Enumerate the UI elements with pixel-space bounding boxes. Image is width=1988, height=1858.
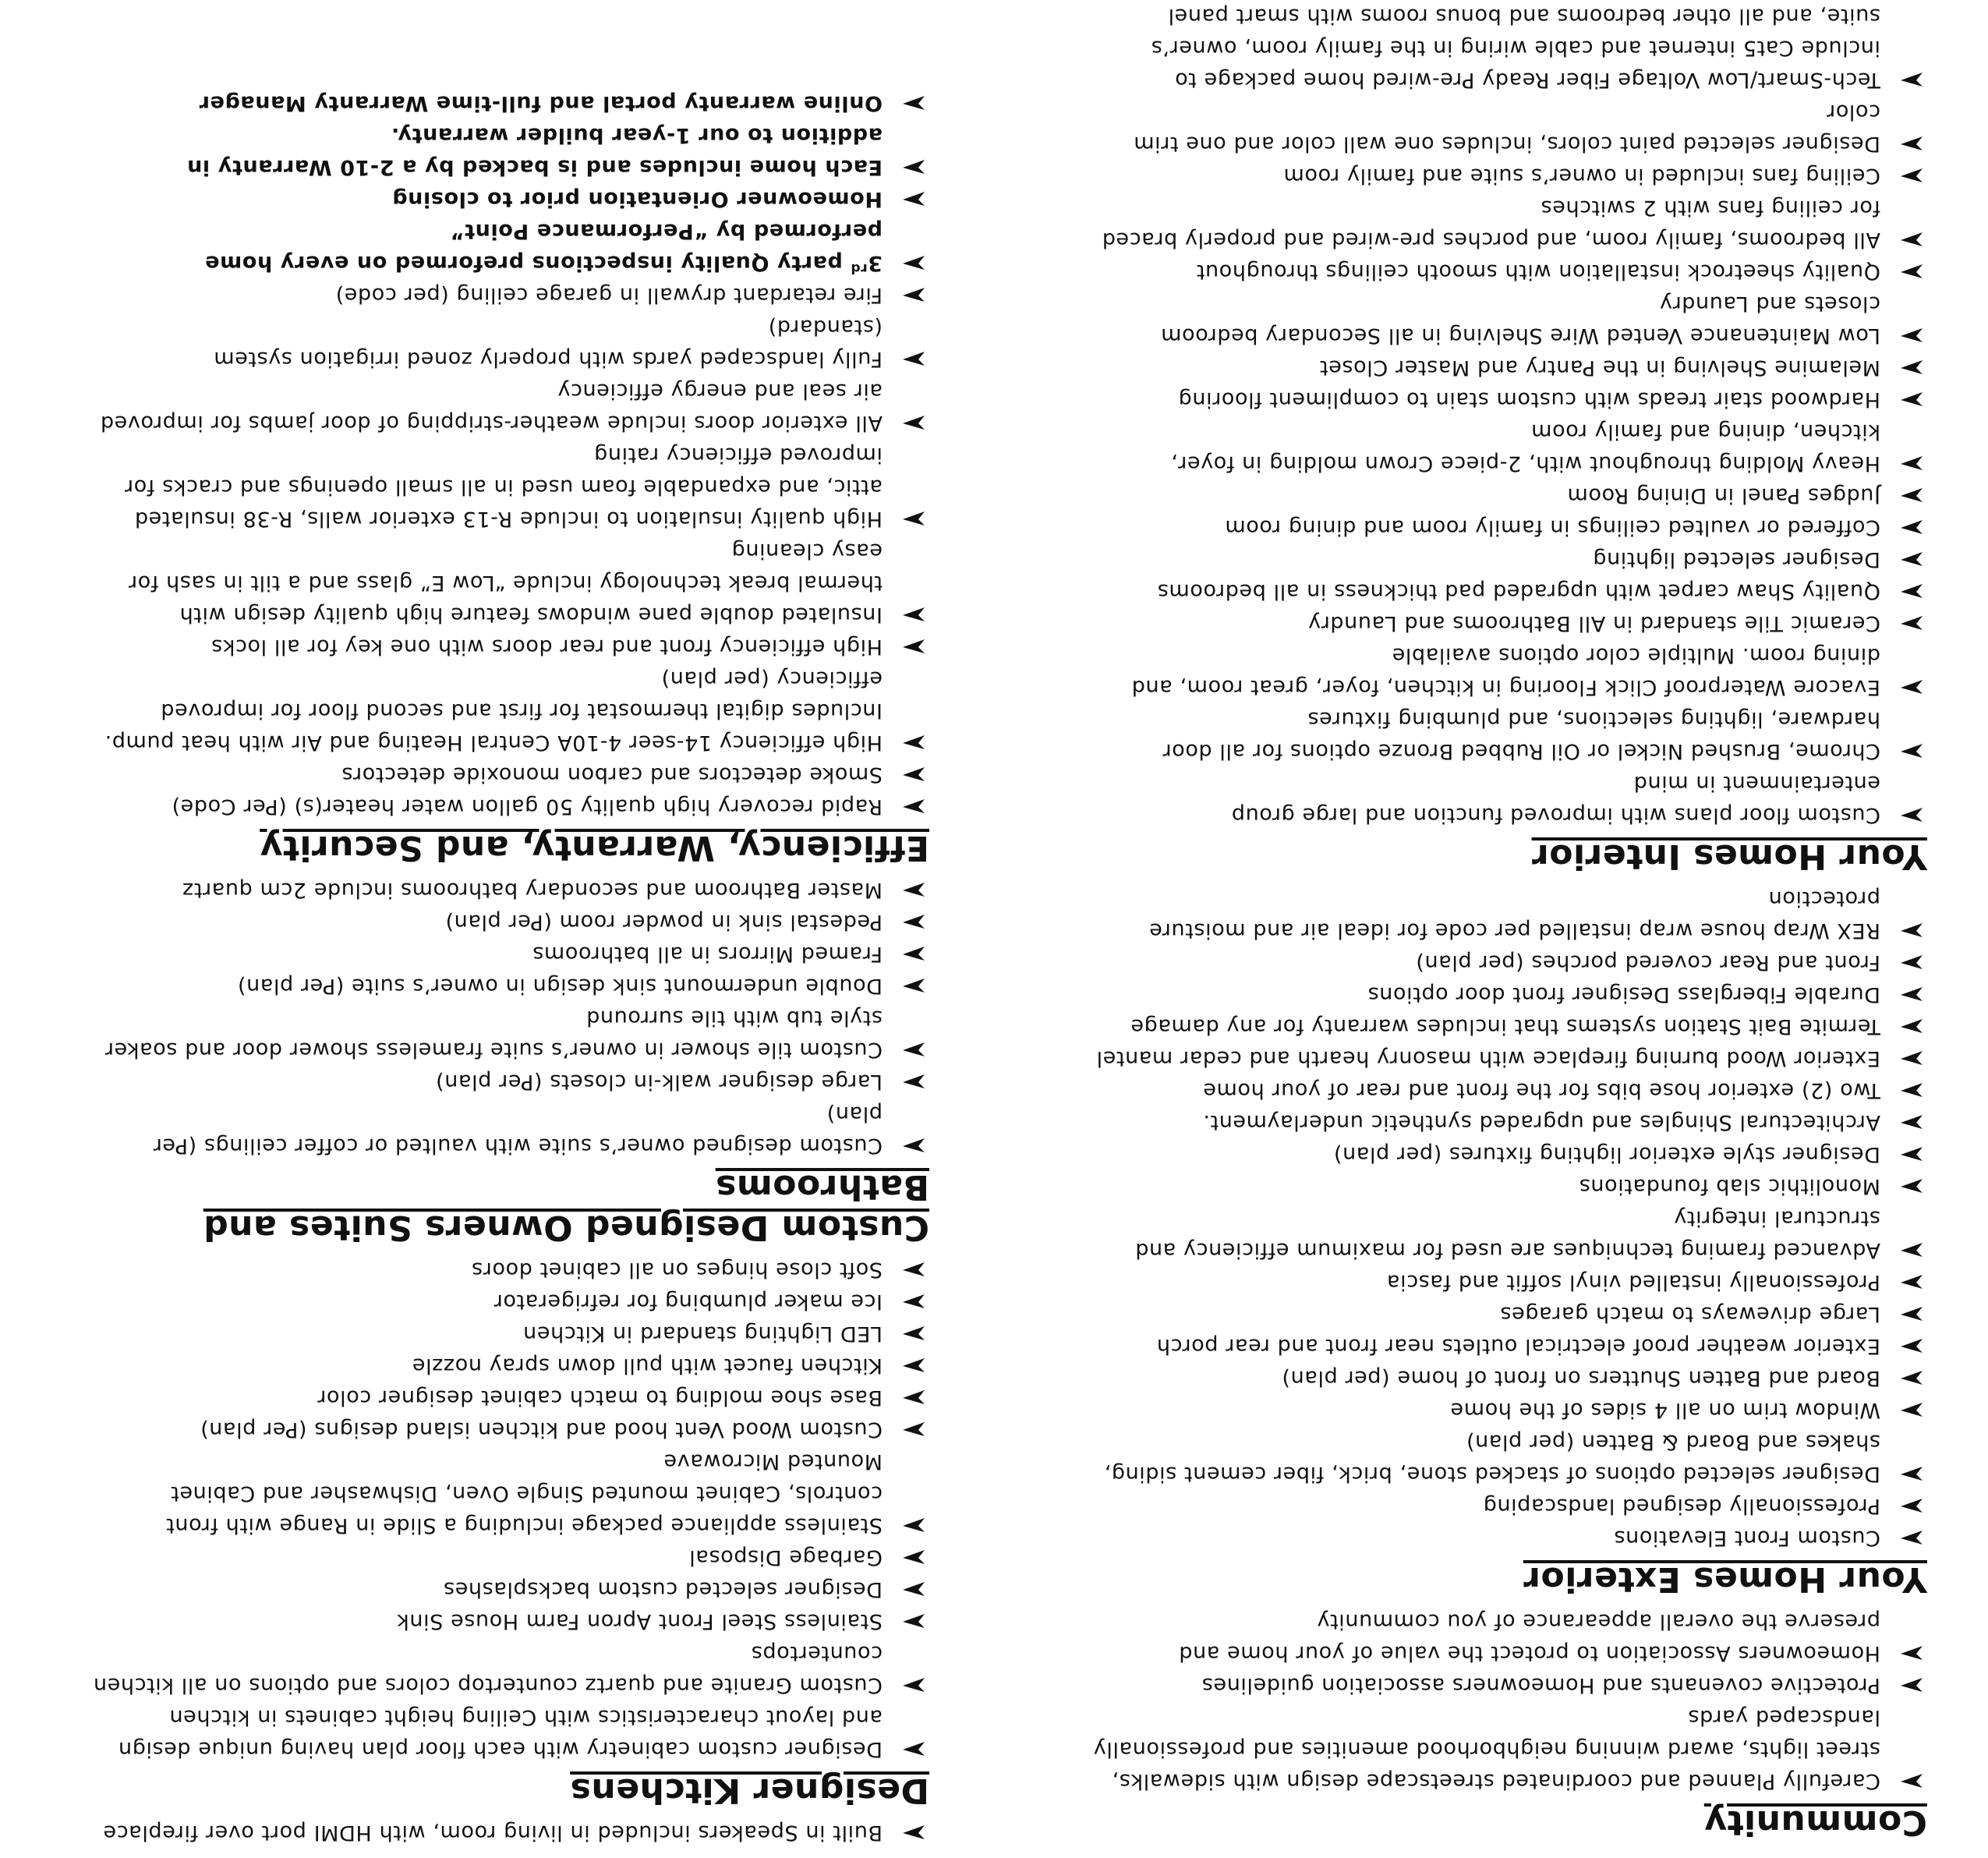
list-item: Fully landscaped yards with properly zoned irrigation system (standard) [92, 311, 934, 375]
list-item: Custom floor plans with improved function and large group entertainment in mind [1090, 767, 1932, 831]
arrow-bullet-icon [900, 1350, 926, 1382]
arrow-bullet-icon [1898, 1170, 1924, 1202]
arrow-bullet-icon [1898, 735, 1924, 767]
arrow-bullet-icon [1898, 1394, 1924, 1426]
arrow-bullet-icon [900, 874, 926, 906]
kitchens-list [92, 1254, 934, 1765]
list-item: High efficiency 14-seer 4-10A Central Heating and Air with heat pump. Includes digital thermostat for first and second floor for improved efficiency (per plan) [92, 663, 934, 759]
arrow-bullet-icon [900, 1130, 926, 1162]
arrow-bullet-icon [1898, 671, 1924, 703]
arrow-bullet-icon [1898, 1074, 1924, 1106]
list-item: Heavy Molding throughout with, 2-piece Crown molding in foyer, kitchen, dining and family room [1090, 416, 1932, 480]
arrow-bullet-icon [1898, 979, 1924, 1010]
arrow-bullet-icon [900, 1034, 926, 1066]
list-item: Designer selected options of stacked stone, brick, fiber cement siding, shakes and Board & Batten (per plan) [1090, 1426, 1932, 1490]
list-item: Large designer walk-in closets (Per plan) [92, 1066, 934, 1098]
list-item: Ice maker plumbing for refrigerator [92, 1286, 934, 1318]
arrow-bullet-icon [1898, 128, 1924, 160]
list-item: High efficiency front and rear doors with one key for all locks [92, 631, 934, 663]
list-item: Coffered or vaulted ceilings in family room and dining room [1090, 511, 1932, 543]
arrow-bullet-icon [900, 1254, 926, 1286]
list-item: Melamine Shelving in the Pantry and Master Closet [1090, 352, 1932, 384]
list-item: Custom Front Elevations [1090, 1522, 1932, 1554]
list-item: Custom Wood Vent hood and kitchen island designs (Per plan) [92, 1414, 934, 1446]
list-item: Professionally designed landscaping [1090, 1490, 1932, 1522]
list-item: LED Lighting standard in Kitchen [92, 1318, 934, 1350]
arrow-bullet-icon [900, 970, 926, 1002]
arrow-bullet-icon [1898, 1522, 1924, 1554]
efficiency-bold-list [92, 87, 934, 279]
arrow-bullet-icon [900, 183, 926, 215]
list-item: Fire retardant drywall in garage ceiling (per code) [92, 279, 934, 311]
list-item: Evacore Waterproof Click Flooring in kitchen, foyer, great room, and dining room. Multiple color options available [1090, 639, 1932, 703]
arrow-bullet-icon [1898, 160, 1924, 192]
list-item: Hardwood stair treads with custom stain to compliment flooring [1090, 384, 1932, 416]
list-item: Homeowners Association to protect the value of your home and preserve the overall appearance of you community [1090, 1605, 1932, 1669]
list-item: Stainless Steel Front Apron Farm House Sink [92, 1605, 934, 1637]
list-item: Low Maintenance Vented Wire Shelving in all Secondary bedroom closets and Laundry [1090, 288, 1932, 352]
suites-list [92, 874, 934, 1162]
arrow-bullet-icon [900, 1509, 926, 1541]
list-item: Designer custom cabinetry with each floor plan having unique design and layout characteristics with Ceiling height cabinets in kitchen [92, 1701, 934, 1765]
list-item: Exterior weather proof electrical outlets near front and rear porch [1090, 1330, 1932, 1362]
arrow-bullet-icon [1898, 384, 1924, 416]
section-heading: Your Homes Interior [1531, 837, 1927, 876]
arrow-bullet-icon [900, 938, 926, 970]
arrow-bullet-icon [900, 1318, 926, 1350]
list-item: Pedestal sink in powder room (Per plan) [92, 906, 934, 938]
list-item: Ceramic Tile standard in All Bathrooms and Laundry [1090, 607, 1932, 639]
arrow-bullet-icon [900, 599, 926, 631]
interior-list [1090, 0, 1932, 831]
arrow-bullet-icon [900, 1733, 926, 1765]
list-item: Designer selected paint colors, includes one wall color and one trim color [1090, 96, 1932, 160]
exterior-list [1090, 883, 1932, 1554]
list-item: Large driveways to match garages [1090, 1298, 1932, 1330]
list-item: Architectural Shingles and upgraded synthetic underlayment. [1090, 1106, 1932, 1138]
list-item: Framed Mirrors in all bathrooms [92, 938, 934, 970]
arrow-bullet-icon [900, 343, 926, 375]
list-item: All bedrooms, family room, and porches pre-wired and properly braced for ceiling fans with 2 switches [1090, 192, 1932, 256]
list-item: Custom Granite and quartz countertop colors and options on all kitchen countertops [92, 1637, 934, 1701]
list-item: Smoke detectors and carbon monoxide detectors [92, 759, 934, 791]
arrow-bullet-icon [1898, 448, 1924, 480]
arrow-bullet-icon [1898, 1010, 1924, 1042]
section-heading: Custom Designed Owners Suites and Bathrooms [203, 1167, 929, 1248]
column-kitchens-bath-efficiency [92, 87, 934, 1849]
arrow-bullet-icon [1898, 1637, 1924, 1669]
arrow-bullet-icon [900, 1541, 926, 1573]
list-item: Insulated double pane windows feature high quality design with thermal break technology include “Low E” glass and a tilt in sash for easy cleaning [92, 535, 934, 631]
arrow-bullet-icon [1898, 511, 1924, 543]
list-item: Built in Speakers included in living room, with HDMI port over fireplace [92, 1817, 934, 1849]
arrow-bullet-icon [1898, 1234, 1924, 1266]
list-item: Window trim on all 4 sides of the home [1090, 1394, 1932, 1426]
list-item: Carefully Planned and coordinated streetscape design with sidewalks, street lights, award winning neighborhood amenities and professionally landscaped yards [1090, 1701, 1932, 1797]
list-item: Front and Rear covered porches (per plan) [1090, 947, 1932, 979]
list-item: Designer style exterior lighting fixtures (per plan) [1090, 1138, 1932, 1170]
arrow-bullet-icon [900, 1573, 926, 1605]
list-item: Double undermount sink design in owner’s suite (Per plan) [92, 970, 934, 1002]
arrow-bullet-icon [1898, 1042, 1924, 1074]
list-item: Each home includes and is backed by a 2-10 Warranty in addition to our 1-year builder warranty. [92, 119, 934, 183]
efficiency-list [92, 279, 934, 823]
list-item: Designer selected lighting [1090, 543, 1932, 575]
list-item: Rapid recovery high quality 50 gallon water heater(s) (Per Code) [92, 791, 934, 823]
arrow-bullet-icon [900, 151, 926, 183]
list-item: Durable Fiberglass Designer front door options [1090, 979, 1932, 1010]
list-item: Termite Bait Station systems that includes warranty for any damage [1090, 1010, 1932, 1042]
list-item: Designer selected custom backsplashes [92, 1573, 934, 1605]
list-item: Two (2) exterior hose bibs for the front and rear of your home [1090, 1074, 1932, 1106]
arrow-bullet-icon [1898, 947, 1924, 979]
arrow-bullet-icon [1898, 480, 1924, 511]
arrow-bullet-icon [1898, 607, 1924, 639]
arrow-bullet-icon [1898, 224, 1924, 256]
arrow-bullet-icon [1898, 799, 1924, 831]
arrow-bullet-icon [1898, 1138, 1924, 1170]
arrow-bullet-icon [1898, 256, 1924, 288]
arrow-bullet-icon [900, 1414, 926, 1446]
section-interior [1090, 0, 1932, 876]
arrow-bullet-icon [1898, 1765, 1924, 1797]
arrow-bullet-icon [1898, 1266, 1924, 1298]
list-item: Ceiling fans included in owner’s suite and family room [1090, 160, 1932, 192]
arrow-bullet-icon [1898, 543, 1924, 575]
list-item: Exterior Wood burning fireplace with masonry hearth and cedar mantel [1090, 1042, 1932, 1074]
list-item: Judges Panel in Dining Room [1090, 480, 1932, 511]
list-item: Quality Shaw carpet with upgraded pad thickness in all bedrooms [1090, 575, 1932, 607]
community-list [1090, 1605, 1932, 1797]
arrow-bullet-icon [900, 727, 926, 759]
list-item: Custom designed owner’s suite with vaulted or coffer ceilings (Per plan) [92, 1098, 934, 1162]
arrow-bullet-icon [900, 279, 926, 311]
section-owners-suites [92, 874, 934, 1248]
arrow-bullet-icon [900, 791, 926, 823]
list-item: Advanced framing techniques are used for maximum efficiency and structural integrity [1090, 1202, 1932, 1266]
list-item: Base shoe molding to match cabinet designer color [92, 1382, 934, 1414]
arrow-bullet-icon [900, 1669, 926, 1701]
list-item: 3rd party Quality inspections preformed on every home performed by “Performance Point” [92, 215, 934, 279]
arrow-bullet-icon [900, 407, 926, 439]
list-item: Tech-Smart/Low Voltage Fiber Ready Pre-wired home package to include Cat5 internet and cable wiring in the family room, owner’s suite, and all other bedrooms and bonus rooms with smart panel [1090, 0, 1932, 96]
section-heading: Efficiency, Warranty, and Security [260, 828, 929, 868]
section-heading: Your Homes Exterior [1523, 1559, 1927, 1599]
arrow-bullet-icon [1898, 1362, 1924, 1394]
arrow-bullet-icon [900, 247, 926, 279]
arrow-bullet-icon [900, 1382, 926, 1414]
list-item: Online warranty portal and full-time Warranty Manager [92, 87, 934, 119]
arrow-bullet-icon [900, 631, 926, 663]
arrow-bullet-icon [1898, 1298, 1924, 1330]
list-item: Garbage Disposal [92, 1541, 934, 1573]
list-item: Stainless appliance package including a Slide in Range with front controls, Cabinet mounted Single Oven, Dishwasher and Cabinet Mounted Microwave [92, 1446, 934, 1541]
column-community-exterior-interior [1090, 0, 1932, 1849]
arrow-bullet-icon [1898, 352, 1924, 384]
arrow-bullet-icon [900, 1286, 926, 1318]
arrow-bullet-icon [1898, 320, 1924, 352]
arrow-bullet-icon [900, 1605, 926, 1637]
arrow-bullet-icon [900, 1817, 926, 1849]
list-item: All exterior doors include weather-stripping of door jambs for improved air seal and energy efficiency [92, 375, 934, 439]
arrow-bullet-icon [900, 906, 926, 938]
list-item: Monolithic slab foundations [1090, 1170, 1932, 1202]
list-item: Kitchen faucet with pull down spray nozzle [92, 1350, 934, 1382]
list-item: Homeowner Orientation prior to closing [92, 183, 934, 215]
section-community [1090, 1605, 1932, 1842]
list-item: High quality insulation to include R-13 exterior walls, R-38 insulated attic, and expandable foam used in all small openings and cracks for improved efficiency rating [92, 439, 934, 535]
arrow-bullet-icon [900, 87, 926, 119]
list-item: Soft close hinges on all cabinet doors [92, 1254, 934, 1286]
arrow-bullet-icon [1898, 1669, 1924, 1701]
arrow-bullet-icon [1898, 1106, 1924, 1138]
section-heading: Designer Kitchens [570, 1771, 929, 1810]
list-item: Board and Batten Shutters on front of home (per plan) [1090, 1362, 1932, 1394]
list-item: Custom tile shower in owner’s suite frameless shower door and soaker style tub with tile surround [92, 1002, 934, 1066]
section-designer-kitchens [92, 1254, 934, 1810]
arrow-bullet-icon [900, 759, 926, 791]
arrow-bullet-icon [1898, 575, 1924, 607]
arrow-bullet-icon [1898, 1490, 1924, 1522]
section-efficiency [92, 87, 934, 868]
section-heading: Community [1703, 1803, 1927, 1842]
list-item: Professionally installed vinyl soffit and fascia [1090, 1266, 1932, 1298]
arrow-bullet-icon [900, 503, 926, 535]
arrow-bullet-icon [1898, 1330, 1924, 1362]
list-item: Master Bathroom and secondary bathrooms include 2cm quartz [92, 874, 934, 906]
section-exterior [1090, 883, 1932, 1599]
list-item: REX Wrap house wrap installed per code for ideal air and moisture protection [1090, 883, 1932, 947]
arrow-bullet-icon [900, 1066, 926, 1098]
arrow-bullet-icon [1898, 1458, 1924, 1490]
list-item: Protective covenants and Homeowners association guidelines [1090, 1669, 1932, 1701]
arrow-bullet-icon [1898, 64, 1924, 96]
list-item: Quality sheetrock installation with smooth ceilings throughout [1090, 256, 1932, 288]
list-item: Chrome, Brushed Nickel or Oil Rubbed Bronze options for all door hardware, lighting selections, and plumbing fixtures [1090, 703, 1932, 767]
top-items-list [92, 1817, 934, 1849]
arrow-bullet-icon [1898, 915, 1924, 947]
